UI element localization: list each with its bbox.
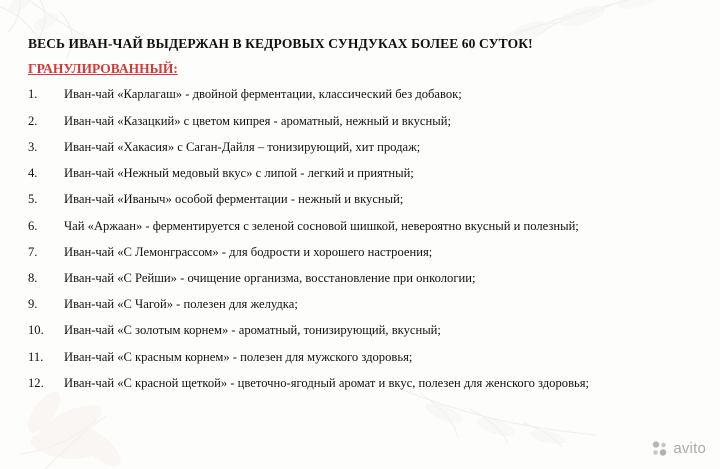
list-item-text: Иван-чай «Казацкий» с цветом кипрея - ароматный, нежный и вкусный; <box>64 113 451 128</box>
list-item-text: Иван-чай «С красным корнем» - полезен для мужского здоровья; <box>64 349 413 364</box>
avito-logo-icon <box>651 440 668 457</box>
list-item <box>28 376 694 392</box>
list-item-text: Иван-чай «Иваныч» особой ферментации - нежный и вкусный; <box>64 192 404 207</box>
list-item <box>28 323 694 339</box>
list-item-text: Чай «Аржаан» - ферментируется с зеленой сосновой шишкой, невероятно вкусный и полезный; <box>64 218 579 233</box>
avito-watermark <box>651 440 706 457</box>
page-title: ВЕСЬ ИВАН-ЧАЙ ВЫДЕРЖАН В КЕДРОВЫХ СУНДУКАХ БОЛЕЕ 60 СУТОК! <box>28 36 533 51</box>
list-item-number: 2. <box>28 113 38 128</box>
list-item <box>28 350 694 366</box>
list-item-number: 1. <box>28 87 38 102</box>
list-item-text: Иван-чай «Карлагаш» - двойной ферментации, классический без добавок; <box>64 87 462 102</box>
list-item-number: 8. <box>28 271 38 286</box>
list-item-text: Иван-чай «С Чагой» - полезен для желудка; <box>64 297 298 312</box>
list-item <box>28 219 694 235</box>
list-item <box>28 166 694 182</box>
list-item <box>28 192 694 208</box>
list-item-text: Иван-чай «Хакасия» с Саган-Дайля – тонизирующий, хит продаж; <box>64 139 421 154</box>
list-item-text: Иван-чай «С Лемонграссом» - для бодрости и хорошего настроения; <box>64 244 433 259</box>
list-item-number: 5. <box>28 192 38 207</box>
product-list <box>28 87 694 391</box>
list-item <box>28 87 694 103</box>
list-item-text: Иван-чай «С Рейши» - очищение организма, восстановление при онкологии; <box>64 271 476 286</box>
list-item <box>28 114 694 130</box>
list-item-text: Иван-чай «Нежный медовый вкус» с липой - легкий и приятный; <box>64 166 414 181</box>
list-item <box>28 271 694 287</box>
list-item-number: 3. <box>28 139 38 154</box>
list-item-number: 12. <box>28 375 44 390</box>
list-item-number: 11. <box>28 349 44 364</box>
list-item-text: Иван-чай «С золотым корнем» - ароматный, тонизирующий, вкусный; <box>64 323 441 338</box>
list-item-text: Иван-чай «С красной щеткой» - цветочно-ягодный аромат и вкус, полезен для женского здоровья; <box>64 375 590 390</box>
list-item-number: 10. <box>28 323 44 338</box>
section-subtitle: ГРАНУЛИРОВАННЫЙ: <box>28 61 178 77</box>
list-item <box>28 140 694 156</box>
list-item-number: 4. <box>28 166 38 181</box>
list-item-number: 7. <box>28 244 38 259</box>
list-item <box>28 297 694 313</box>
avito-label: avito <box>673 440 706 457</box>
list-item-number: 6. <box>28 218 38 233</box>
list-item-number: 9. <box>28 297 38 312</box>
list-item <box>28 245 694 261</box>
